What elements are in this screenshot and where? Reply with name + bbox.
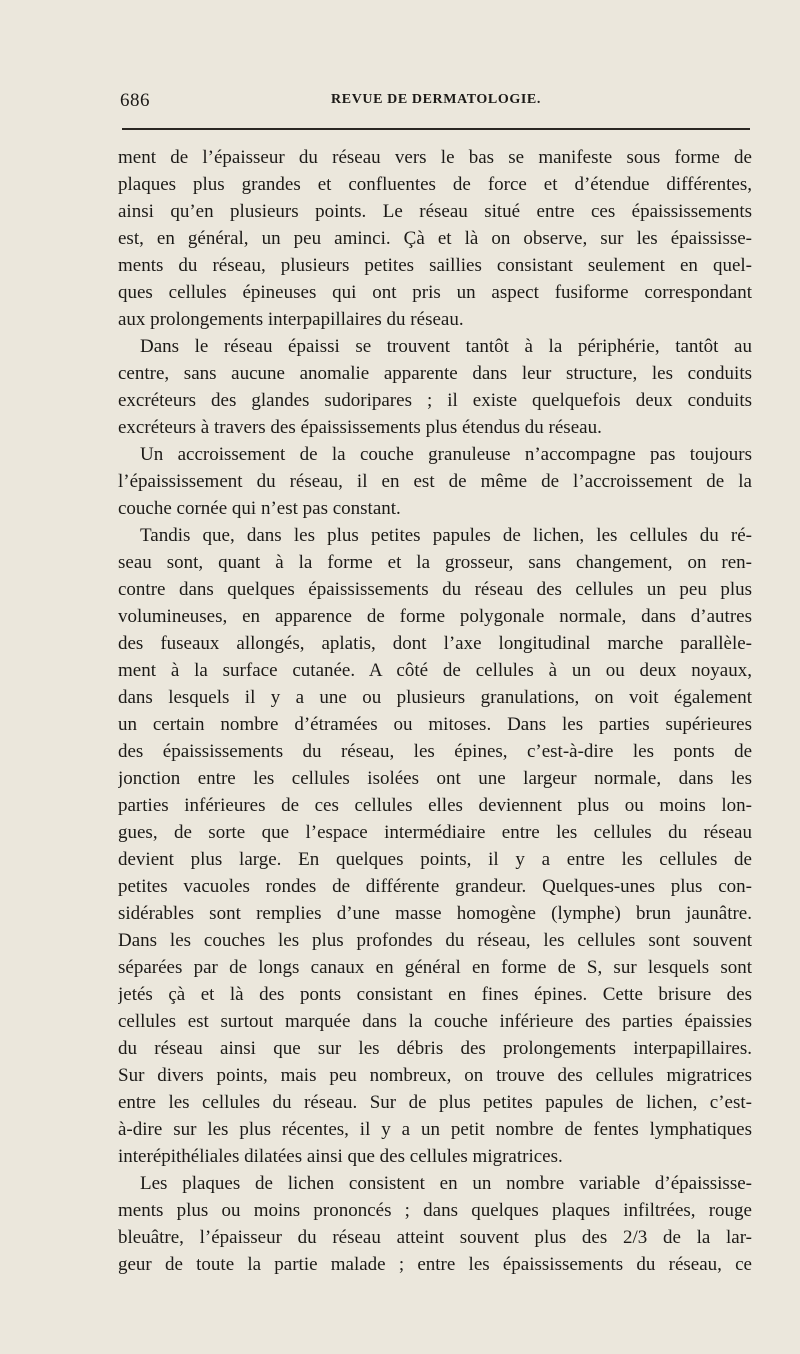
text-line: sidérables sont remplies d’une masse homogène (lymphe) brun jaunâtre.: [118, 903, 752, 924]
text-line: des épaississements du réseau, les épines, c’est-à-dire les ponts de: [118, 741, 752, 762]
text-line: devient plus large. En quelques points, il y a entre les cellules de: [118, 849, 752, 870]
text-line: ments plus ou moins prononcés ; dans quelques plaques infiltrées, rouge: [118, 1200, 752, 1221]
page-number: 686: [120, 90, 150, 111]
text-line: est, en général, un peu aminci. Çà et là on observe, sur les épaississe-: [118, 228, 752, 249]
text-line: geur de toute la partie malade ; entre les épaississements du réseau, ce: [118, 1254, 752, 1275]
text-line: Dans les couches les plus profondes du réseau, les cellules sont souvent: [118, 930, 752, 951]
text-line: ment de l’épaisseur du réseau vers le bas se manifeste sous forme de: [118, 147, 752, 168]
header-rule: [122, 128, 750, 130]
running-title: REVUE DE DERMATOLOGIE.: [331, 92, 541, 107]
text-line: couche cornée qui n’est pas constant.: [118, 498, 401, 519]
text-line: cellules est surtout marquée dans la couche inférieure des parties épaissies: [118, 1011, 752, 1032]
text-line: des fuseaux allongés, aplatis, dont l’axe longitudinal marche parallèle-: [118, 633, 752, 654]
text-line: du réseau ainsi que sur les débris des prolongements interpapillaires.: [118, 1038, 752, 1059]
text-line: parties inférieures de ces cellules elles deviennent plus ou moins lon-: [118, 795, 752, 816]
text-line: ment à la surface cutanée. A côté de cellules à un ou deux noyaux,: [118, 660, 752, 681]
text-line: ainsi qu’en plusieurs points. Le réseau situé entre ces épaississements: [118, 201, 752, 222]
text-line: bleuâtre, l’épaisseur du réseau atteint souvent plus des 2/3 de la lar-: [118, 1227, 752, 1248]
text-line: excréteurs à travers des épaississements plus étendus du réseau.: [118, 417, 602, 438]
text-line: l’épaississement du réseau, il en est de même de l’accroissement de la: [118, 471, 752, 492]
text-line: Les plaques de lichen consistent en un nombre variable d’épaississe-: [140, 1173, 752, 1194]
text-line: ques cellules épineuses qui ont pris un aspect fusiforme correspondant: [118, 282, 752, 303]
running-header: [120, 90, 752, 112]
text-line: Sur divers points, mais peu nombreux, on trouve des cellules migratrices: [118, 1065, 752, 1086]
text-line: seau sont, quant à la forme et la grosseur, sans changement, on ren-: [118, 552, 752, 573]
text-line: excréteurs des glandes sudoripares ; il existe quelquefois deux conduits: [118, 390, 752, 411]
text-line: volumineuses, en apparence de forme polygonale normale, dans d’autres: [118, 606, 752, 627]
text-line: Dans le réseau épaissi se trouvent tantôt à la périphérie, tantôt au: [140, 336, 752, 357]
text-line: gues, de sorte que l’espace intermédiaire entre les cellules du réseau: [118, 822, 752, 843]
text-line: ments du réseau, plusieurs petites saillies consistant seulement en quel-: [118, 255, 752, 276]
text-line: séparées par de longs canaux en général en forme de S, sur lesquels sont: [118, 957, 752, 978]
text-line: à-dire sur les plus récentes, il y a un petit nombre de fentes lymphatiques: [118, 1119, 752, 1140]
text-line: jonction entre les cellules isolées ont une largeur normale, dans les: [118, 768, 752, 789]
text-line: petites vacuoles rondes de différente grandeur. Quelques-unes plus con-: [118, 876, 752, 897]
text-line: contre dans quelques épaississements du réseau des cellules un peu plus: [118, 579, 752, 600]
text-line: interépithéliales dilatées ainsi que des cellules migratrices.: [118, 1146, 563, 1167]
text-line: dans lesquels il y a une ou plusieurs granulations, on voit également: [118, 687, 752, 708]
text-line: Tandis que, dans les plus petites papules de lichen, les cellules du ré-: [140, 525, 752, 546]
text-line: entre les cellules du réseau. Sur de plus petites papules de lichen, c’est-: [118, 1092, 752, 1113]
text-line: aux prolongements interpapillaires du réseau.: [118, 309, 464, 330]
text-line: un certain nombre d’étramées ou mitoses. Dans les parties supérieures: [118, 714, 752, 735]
body-text: [118, 144, 752, 1278]
text-line: centre, sans aucune anomalie apparente dans leur structure, les conduits: [118, 363, 752, 384]
text-line: Un accroissement de la couche granuleuse n’accompagne pas toujours: [140, 444, 752, 465]
text-line: jetés çà et là des ponts consistant en fines épines. Cette brisure des: [118, 984, 752, 1005]
text-line: plaques plus grandes et confluentes de force et d’étendue différentes,: [118, 174, 752, 195]
